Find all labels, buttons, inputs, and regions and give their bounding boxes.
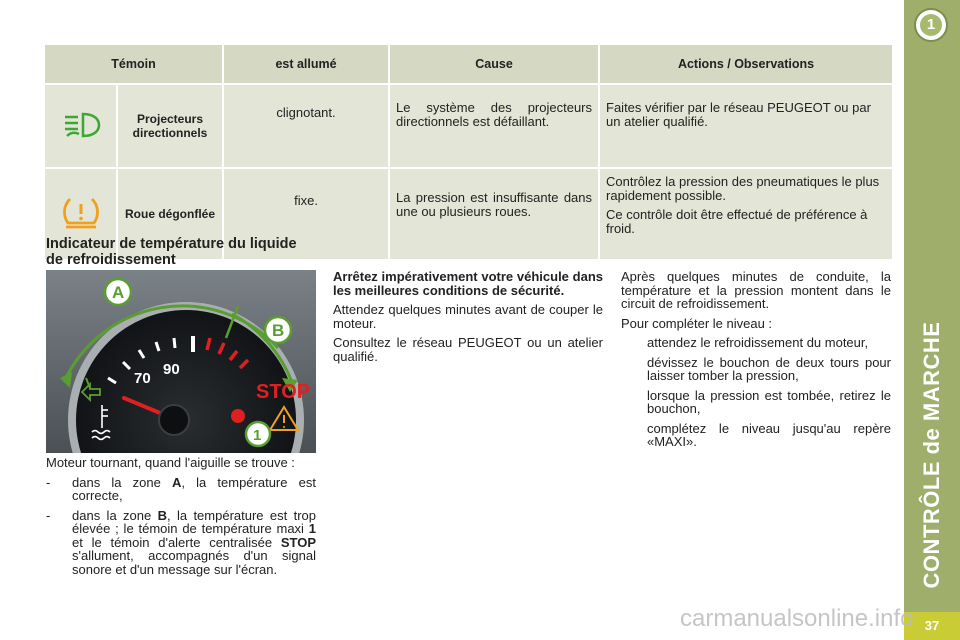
list-item: lorsque la pression est tombée, retirez le bouchon, (647, 387, 891, 416)
section-title (904, 320, 960, 590)
zone-list (46, 476, 316, 577)
intro-text: Moteur tournant, quand l'aiguille se trouve : (46, 455, 295, 470)
list-item: attendez le refroidissement du moteur, (647, 335, 869, 350)
tyre-pressure-warning-icon (61, 196, 101, 230)
column-header-indicator: Témoin (45, 45, 223, 84)
coolant-section-heading: Indicateur de température du liquide de refroidissement (46, 236, 297, 268)
wait-text: Attendez quelques minutes avant de couper le moteur. (333, 302, 603, 331)
gauge-tick-70: 70 (134, 370, 151, 387)
stop-ref: STOP (280, 534, 316, 550)
indicator-actions (599, 84, 892, 168)
indicator-name: Projecteurs directionnels (117, 84, 223, 168)
top-up-instructions (621, 270, 891, 455)
action-text: Contrôlez la pression des pneumatiques le plus rapidement possible. (606, 174, 880, 203)
page-number: 37 (904, 612, 960, 640)
list-dash: - (46, 474, 51, 490)
label-b: B (272, 321, 285, 340)
column-header-cause: Cause (389, 45, 599, 84)
coolant-gauge-figure (46, 270, 316, 453)
chapter-number: 1 (920, 14, 942, 36)
safety-warning: Arrêtez impérativement votre véhicule dans les meilleures conditions de sécurité. (333, 269, 603, 298)
light-ref: 1 (308, 521, 316, 536)
top-up-intro: Pour compléter le niveau : (621, 315, 773, 331)
action-text: Ce contrôle doit être effectué de préférence à froid. (606, 207, 868, 236)
label-1: 1 (253, 427, 262, 444)
indicator-icon-cell (45, 84, 117, 168)
warning-lights-table (45, 45, 892, 261)
indicator-state: fixe. (223, 168, 389, 260)
headlamp-warning-icon (61, 110, 101, 140)
indicator-cause: La pression est insuffisante dans une ou plusieurs roues. (389, 168, 599, 260)
indicator-actions (599, 168, 892, 260)
gauge-description (46, 456, 316, 582)
table-row (45, 84, 892, 168)
list-item: dévissez le bouchon de deux tours pour laisser tomber la pression, (647, 354, 891, 383)
column-header-actions: Actions / Observations (599, 45, 892, 84)
steps-list (621, 336, 891, 449)
list-item: - dans la zone A, la température est correcte, (46, 474, 316, 503)
list-dash: - (46, 507, 51, 523)
watermark: carmanualsonline.info (680, 605, 914, 632)
stop-instructions (333, 270, 603, 369)
list-item: complétez le niveau jusqu'au repère «MAXI». (647, 420, 891, 449)
section-title-text: CONTRÔLE de MARCHE (919, 321, 944, 589)
stop-label: STOP (256, 381, 311, 403)
chapter-badge (914, 8, 948, 42)
consult-text: Consultez le réseau PEUGEOT ou un atelier qualifié. (333, 335, 603, 364)
list-item: - dans la zone B, la température est trop élevée ; le témoin de température maxi 1 et le témoin d'alerte centralisée STOP s'allument, accompagnés d'un signal sonore et d'un message sur l'écran. (46, 507, 316, 577)
indicator-name: Roue dégonflée (117, 168, 223, 260)
indicator-cause: Le système des projecteurs directionnels est défaillant. (389, 84, 599, 168)
after-driving-text: Après quelques minutes de conduite, la température et la pression montent dans le circuit de refroidissement. (621, 269, 891, 311)
label-a: A (112, 283, 125, 302)
table-header-row (45, 45, 892, 84)
zone-ref: A (171, 474, 182, 490)
gauge-tick-90: 90 (163, 361, 180, 378)
max-temp-warning-light (231, 409, 245, 423)
indicator-state: clignotant. (223, 84, 389, 168)
action-text: Faites vérifier par le réseau PEUGEOT ou par un atelier qualifié. (606, 100, 871, 129)
column-header-state: est allumé (223, 45, 389, 84)
zone-ref: B (157, 507, 167, 523)
